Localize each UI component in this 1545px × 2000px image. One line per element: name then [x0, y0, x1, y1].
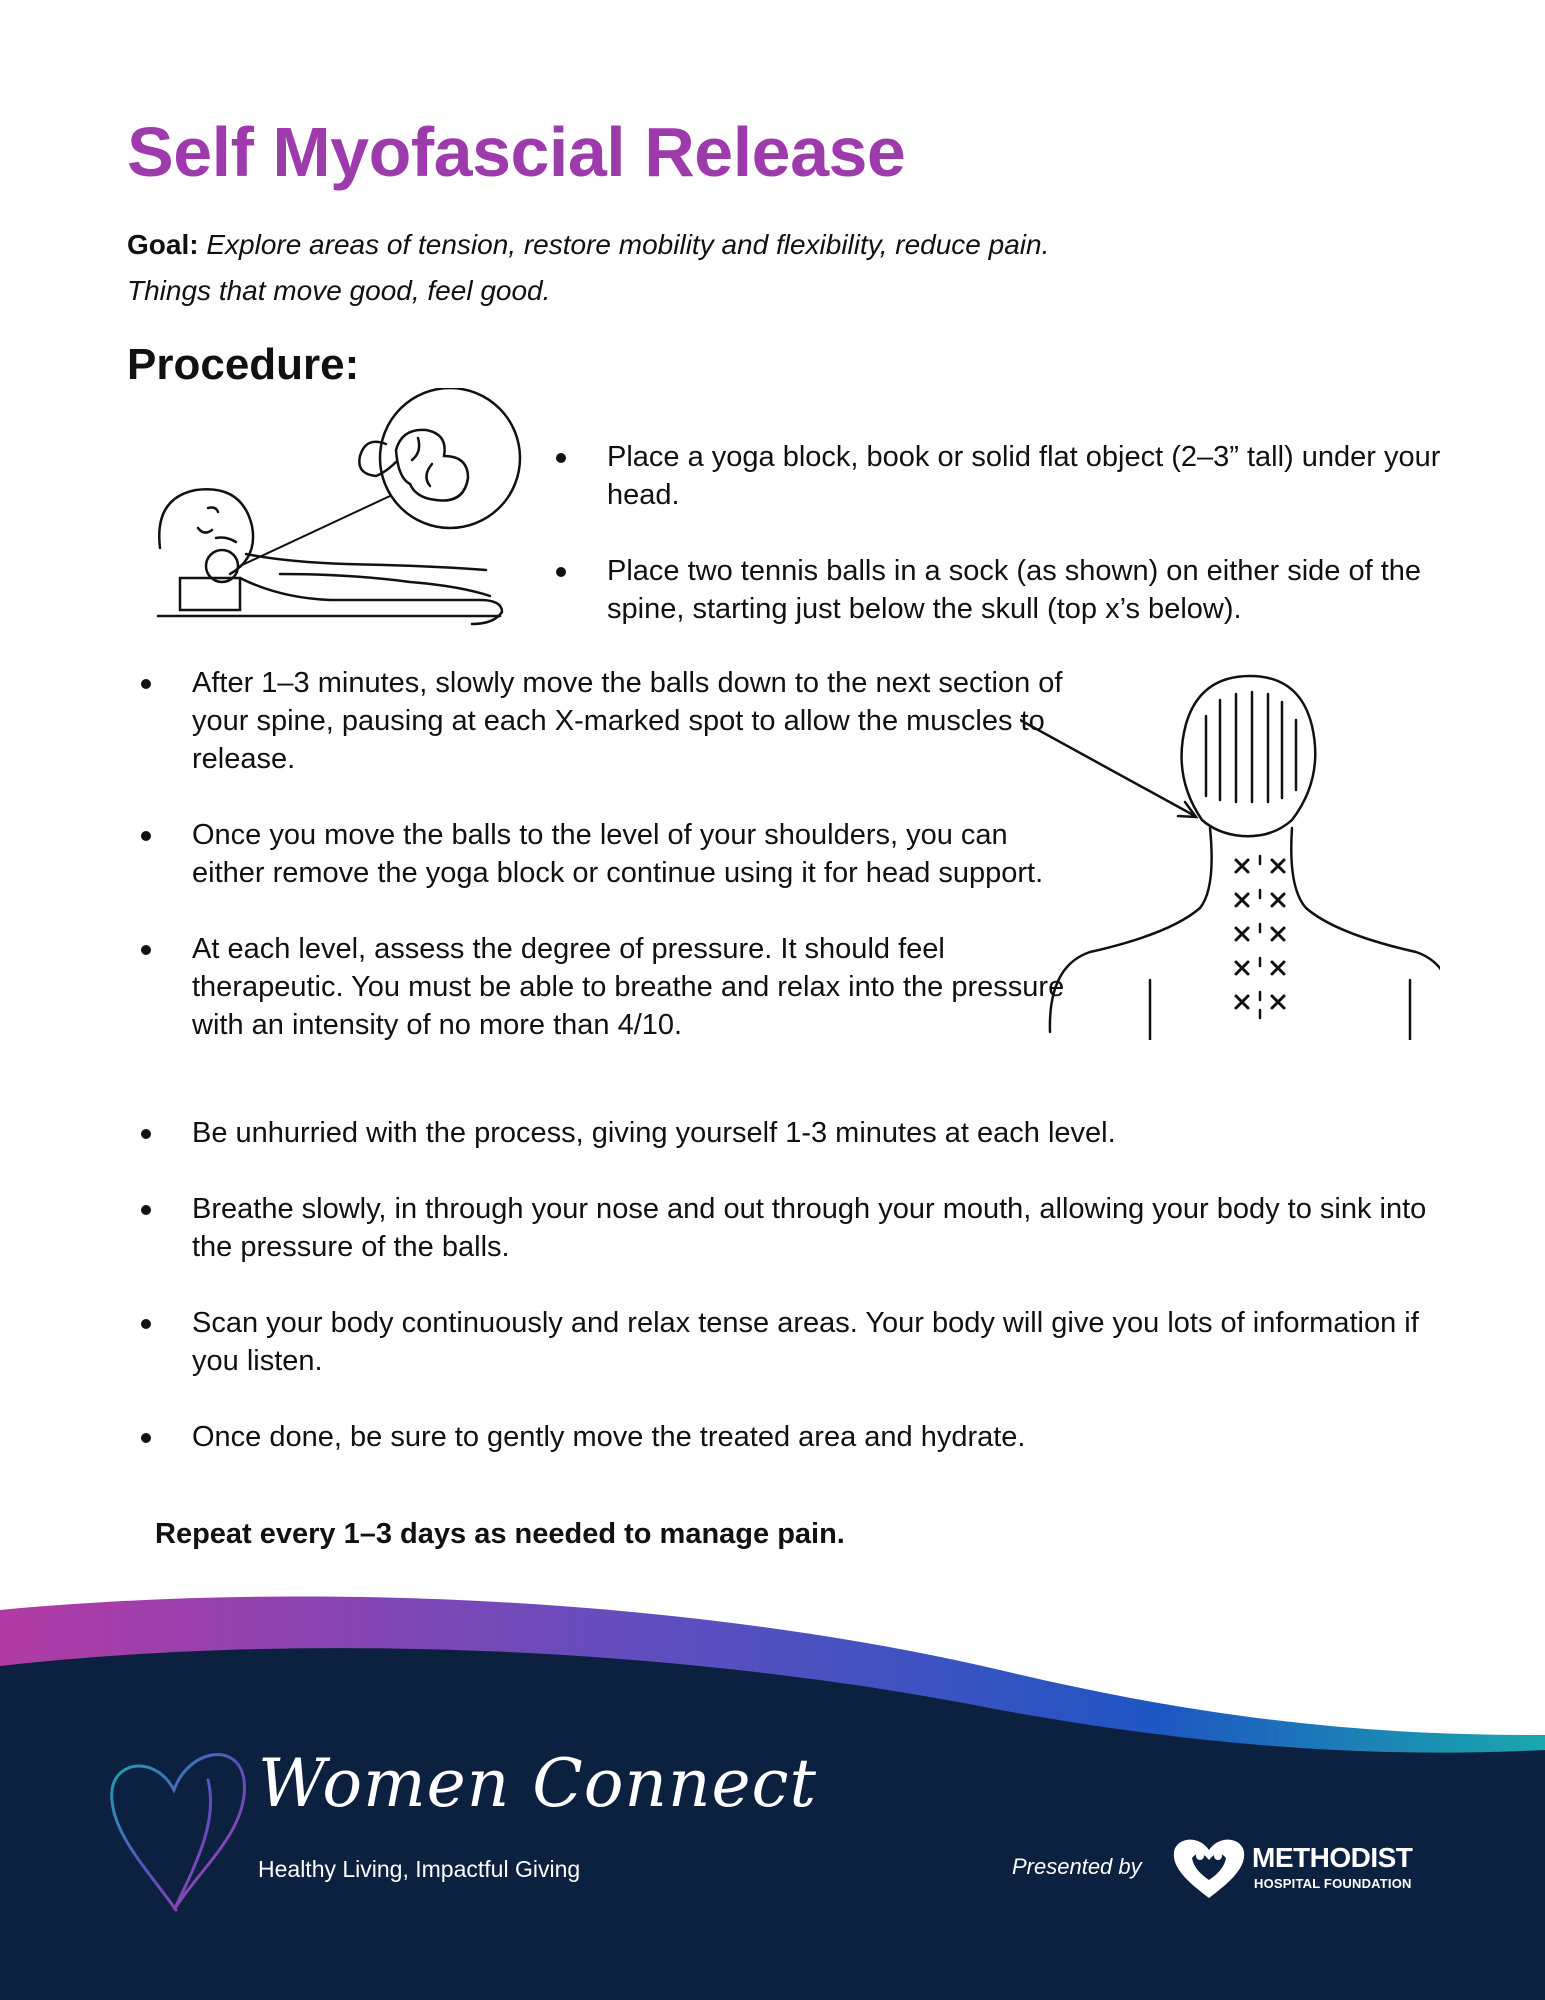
neck-x-marks-illustration — [1020, 660, 1440, 1040]
zoom-circle — [380, 388, 520, 528]
x-marks — [1236, 860, 1284, 1008]
goal-section — [127, 222, 1327, 314]
list-item: Once you move the balls to the level of your shoulders, you can either remove the yoga block or continue using it for head support. — [140, 816, 1080, 892]
zoom-pointer-line — [240, 496, 390, 566]
body-top-line — [246, 554, 486, 570]
heart-logo-icon — [108, 1720, 258, 1920]
pointer-arrow-line — [1020, 720, 1195, 816]
goal-tagline: Things that move good, feel good. — [127, 275, 551, 306]
goal-text: Explore areas of tension, restore mobility and flexibility, reduce pain. — [206, 229, 1050, 260]
list-item: Once done, be sure to gently move the treated area and hydrate. — [140, 1418, 1460, 1456]
yoga-block — [180, 578, 240, 610]
procedure-steps-bottom — [140, 1114, 1460, 1494]
brand-tagline: Healthy Living, Impactful Giving — [258, 1856, 581, 1882]
list-item: At each level, assess the degree of pressure. It should feel therapeutic. You must be able to breathe and relax into the pressure with an intensity of no more than 4/10. — [140, 930, 1080, 1044]
list-item: Breathe slowly, in through your nose and out through your mouth, allowing your body to sink into the pressure of the balls. — [140, 1190, 1460, 1266]
page-title: Self Myofascial Release — [127, 113, 906, 191]
methodist-heart-icon — [1170, 1834, 1248, 1902]
brand-script: Women Connect — [258, 1745, 818, 1822]
left-shoulder — [1050, 828, 1212, 1032]
sock-balls-zoom — [359, 442, 396, 476]
list-item: After 1–3 minutes, slowly move the balls down to the next section of your spine, pausing at each X-marked spot to allow the muscles to release. — [140, 664, 1080, 778]
repeat-note: Repeat every 1–3 days as needed to manage pain. — [155, 1518, 845, 1550]
procedure-steps-middle — [140, 664, 1080, 1082]
sponsor-name: METHODIST — [1252, 1842, 1413, 1873]
list-item: Be unhurried with the process, giving yourself 1-3 minutes at each level. — [140, 1114, 1460, 1152]
goal-label: Goal: — [127, 229, 199, 260]
lying-person-illustration — [150, 388, 530, 628]
procedure-steps-top — [555, 438, 1455, 666]
sponsor-subtitle: HOSPITAL FOUNDATION — [1254, 1876, 1412, 1891]
list-item: Place two tennis balls in a sock (as shown) on either side of the spine, starting just below the skull (top x’s below). — [555, 552, 1455, 628]
presented-by-label: Presented by — [1012, 1854, 1142, 1879]
procedure-heading: Procedure: — [127, 340, 360, 389]
right-shoulder — [1291, 828, 1440, 1032]
list-item: Scan your body continuously and relax tense areas. Your body will give you lots of information if you listen. — [140, 1304, 1460, 1380]
list-item: Place a yoga block, book or solid flat object (2–3” tall) under your head. — [555, 438, 1455, 514]
